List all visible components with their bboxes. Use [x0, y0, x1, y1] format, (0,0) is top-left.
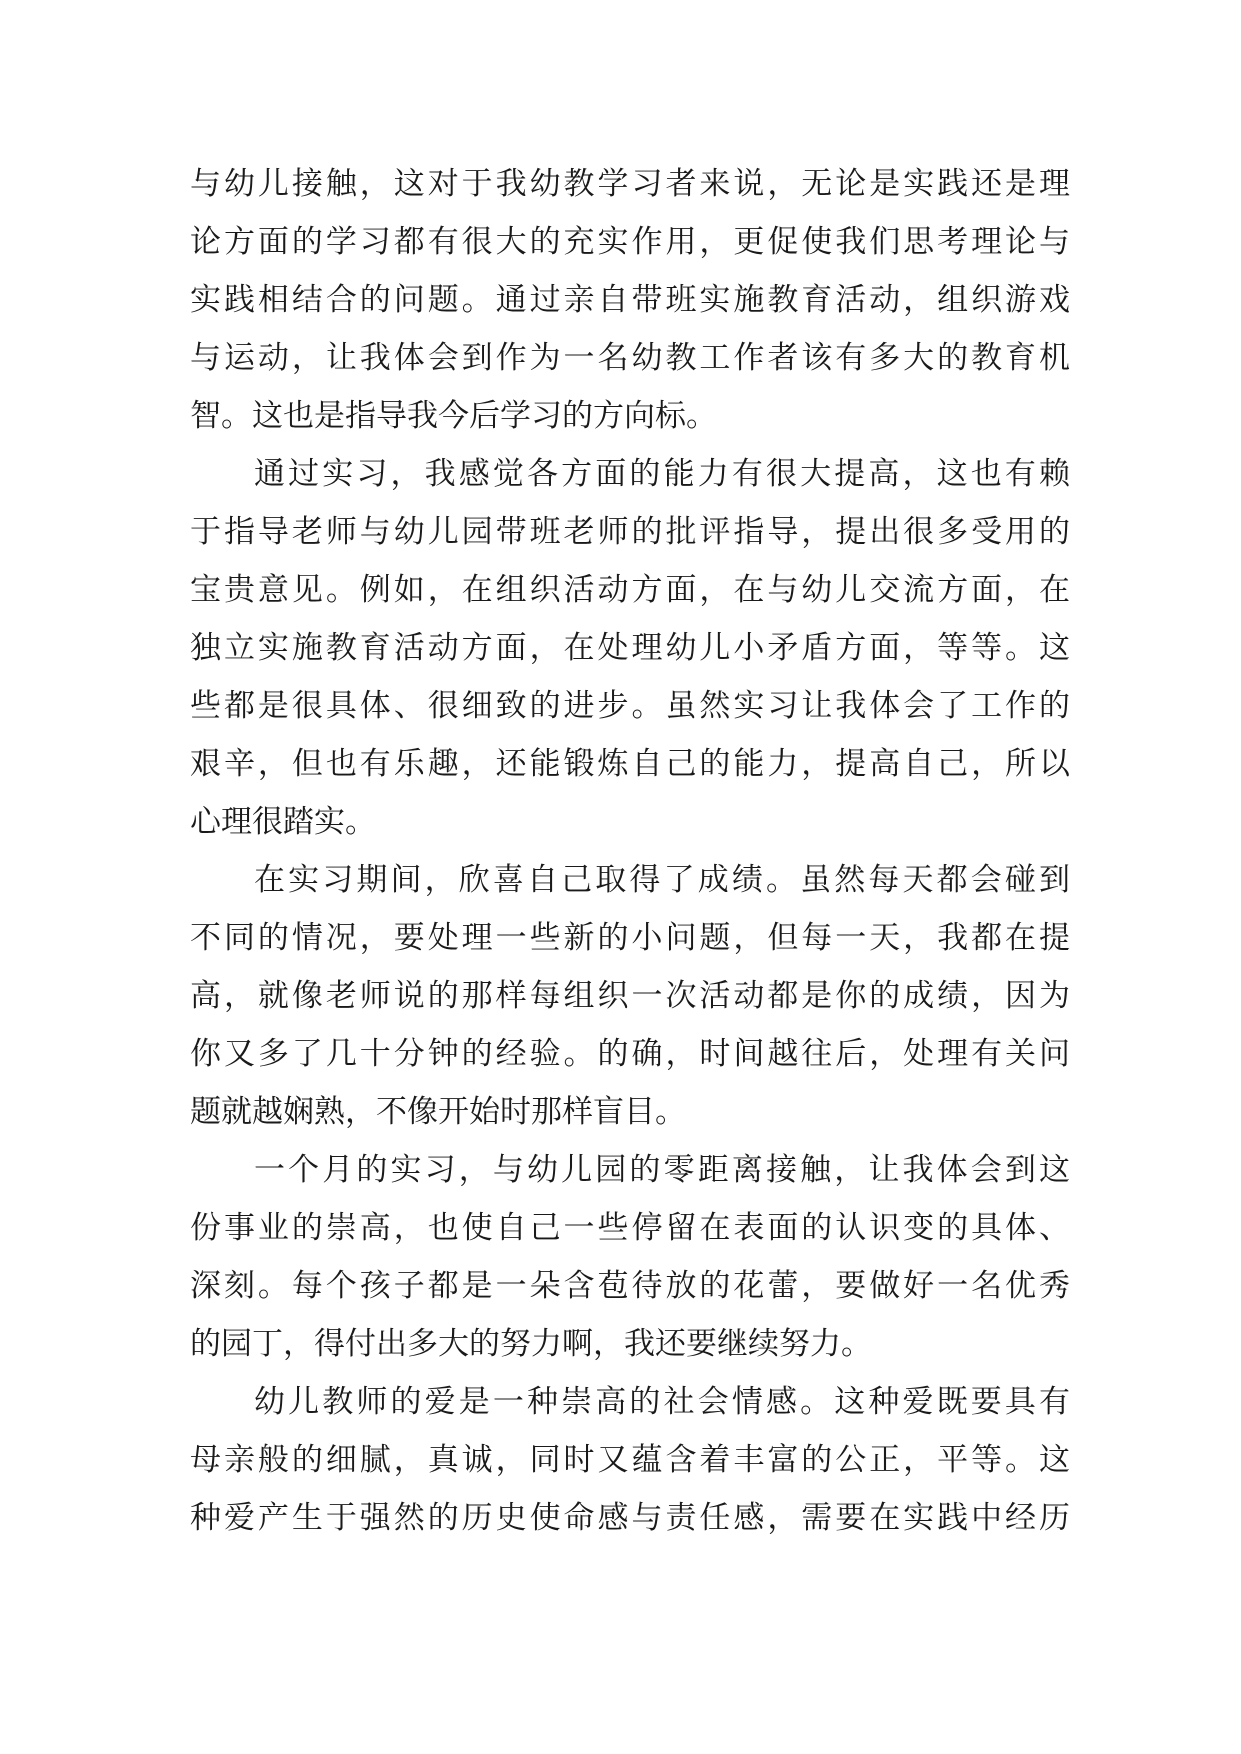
text-line: 高，就像老师说的那样每组织一次活动都是你的成绩，因为	[190, 978, 1070, 1014]
text-line: 份事业的崇高，也使自己一些停留在表面的认识变的具体、	[190, 1210, 1070, 1246]
text-line: 幼儿教师的爱是一种崇高的社会情感。这种爱既要具有	[254, 1384, 1070, 1420]
text-line: 不同的情况，要处理一些新的小问题，但每一天，我都在提	[190, 920, 1070, 956]
paragraph	[190, 1373, 1070, 1547]
paragraph	[190, 155, 1070, 445]
text-line: 你又多了几十分钟的经验。的确，时间越往后，处理有关问	[190, 1036, 1070, 1072]
paragraph	[190, 851, 1070, 1141]
text-line: 通过实习，我感觉各方面的能力有很大提高，这也有赖	[254, 456, 1070, 492]
text-line: 论方面的学习都有很大的充实作用，更促使我们思考理论与	[190, 224, 1070, 260]
text-line: 宝贵意见。例如，在组织活动方面，在与幼儿交流方面，在	[190, 572, 1070, 608]
text-line: 在实习期间，欣喜自己取得了成绩。虽然每天都会碰到	[254, 862, 1070, 898]
text-line: 与幼儿接触，这对于我幼教学习者来说，无论是实践还是理	[190, 166, 1070, 202]
text-line: 艰辛，但也有乐趣，还能锻炼自己的能力，提高自己，所以	[190, 746, 1070, 782]
document-body	[190, 155, 1070, 1547]
text-line: 实践相结合的问题。通过亲自带班实施教育活动，组织游戏	[190, 282, 1070, 318]
text-line: 心理很踏实。	[190, 804, 376, 840]
text-line: 题就越娴熟，不像开始时那样盲目。	[190, 1094, 686, 1130]
text-line: 智。这也是指导我今后学习的方向标。	[190, 398, 717, 434]
text-line: 与运动，让我体会到作为一名幼教工作者该有多大的教育机	[190, 340, 1070, 376]
text-line: 的园丁，得付出多大的努力啊，我还要继续努力。	[190, 1326, 872, 1362]
text-line: 些都是很具体、很细致的进步。虽然实习让我体会了工作的	[190, 688, 1070, 724]
paragraph	[190, 445, 1070, 851]
text-line: 独立实施教育活动方面，在处理幼儿小矛盾方面，等等。这	[190, 630, 1070, 666]
text-line: 一个月的实习，与幼儿园的零距离接触，让我体会到这	[254, 1152, 1070, 1188]
text-line: 深刻。每个孩子都是一朵含苞待放的花蕾，要做好一名优秀	[190, 1268, 1070, 1304]
text-line: 母亲般的细腻，真诚，同时又蕴含着丰富的公正，平等。这	[190, 1442, 1070, 1478]
paragraph	[190, 1141, 1070, 1373]
text-line: 于指导老师与幼儿园带班老师的批评指导，提出很多受用的	[190, 514, 1070, 550]
text-line: 种爱产生于强然的历史使命感与责任感，需要在实践中经历	[190, 1500, 1070, 1536]
